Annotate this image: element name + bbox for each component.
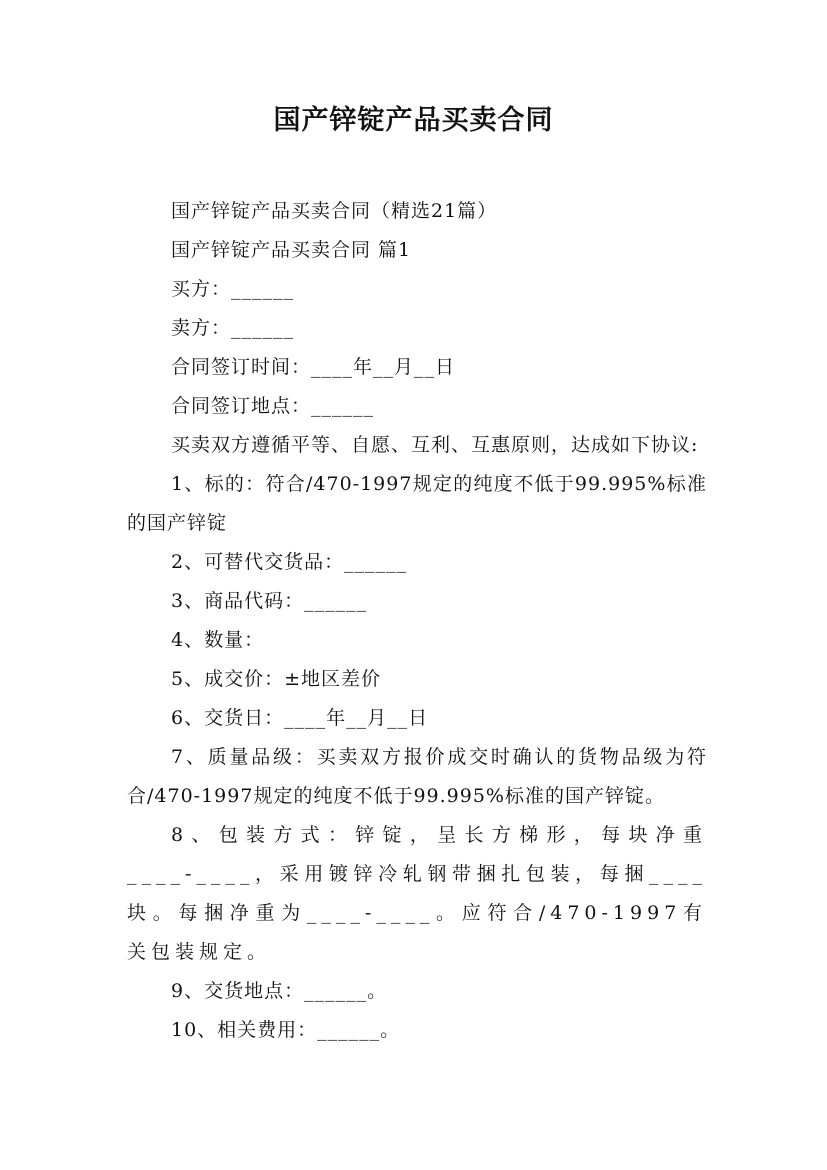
signing-date-line: 合同签订时间：____年__月__日 [171, 356, 456, 378]
document-title: 国产锌锭产品买卖合同 [273, 105, 554, 136]
clause-8: 8、包装方式：锌锭，呈长方梯形，每块净重____-____，采用镀锌冷轧钢带捆扎包装，每捆____块。每捆净重为____-____。应符合/470-1997有关包装规定。 [127, 824, 707, 963]
section-heading: 国产锌锭产品买卖合同 篇1 [171, 239, 412, 261]
clause-7: 7、质量品级：买卖双方报价成交时确认的货物品级为符合/470-1997规定的纯度不低于99.995%标准的国产锌锭。 [127, 746, 707, 807]
signing-place-line: 合同签订地点：______ [171, 395, 375, 417]
seller-line: 卖方：______ [171, 317, 295, 339]
clause-5: 5、成交价：±地区差价 [171, 668, 382, 690]
document-body [127, 192, 707, 1050]
clause-10: 10、相关费用：______。 [171, 1019, 401, 1041]
clause-1: 1、标的：符合/470-1997规定的纯度不低于99.995%标准的国产锌锭 [127, 473, 707, 534]
clause-3: 3、商品代码：______ [171, 590, 368, 612]
agreement-intro: 买卖双方遵循平等、自愿、互利、互惠原则，达成如下协议: [171, 434, 699, 456]
subtitle-line: 国产锌锭产品买卖合同（精选21篇） [171, 200, 498, 222]
buyer-line: 买方：______ [171, 278, 295, 300]
clause-6: 6、交货日：____年__月__日 [171, 707, 429, 729]
clause-9: 9、交货地点：______。 [171, 980, 388, 1002]
clause-4: 4、数量： [171, 629, 265, 651]
clause-2: 2、可替代交货品：______ [171, 551, 408, 573]
